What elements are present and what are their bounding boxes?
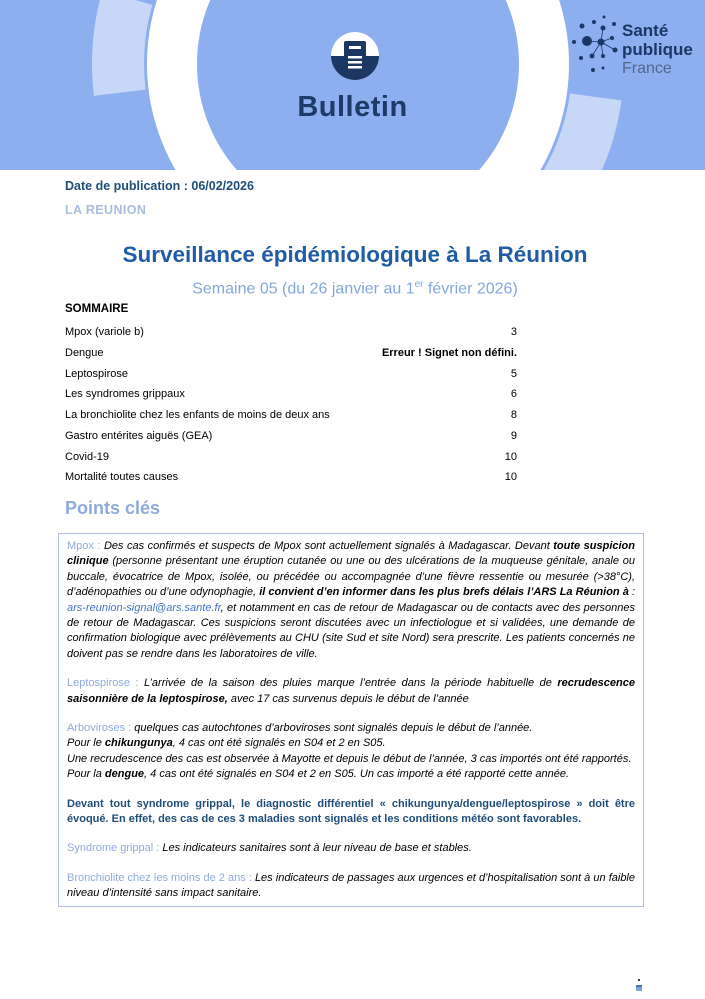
key-point-label: Bronchiolite chez les moins de 2 ans : xyxy=(67,871,255,884)
toc-entry-page: 10 xyxy=(504,450,517,463)
table-of-contents xyxy=(65,322,517,488)
key-point-text: : xyxy=(631,586,635,599)
bulletin-wordmark: Bulletin xyxy=(297,91,408,123)
key-point-label: Leptospirose : xyxy=(67,677,144,690)
toc-row[interactable] xyxy=(65,447,517,468)
toc-entry-page: 9 xyxy=(510,429,517,442)
toc-entry-page: 6 xyxy=(510,388,517,401)
toc-entry-page: 3 xyxy=(510,326,517,339)
key-point-text: toute suspicion clinique xyxy=(67,539,635,568)
subtitle-pre: Semaine 05 (du 26 janvier au 1 xyxy=(192,280,415,298)
footer-mark xyxy=(634,979,644,991)
key-point-syndrome-grippal-alert xyxy=(67,797,635,828)
key-point-label: Syndrome grippal : xyxy=(67,842,163,855)
toc-entry-label: Dengue xyxy=(65,347,104,360)
key-point-text: Des cas confirmés et suspects de Mpox sont actuellement signalés à Madagascar. Devant xyxy=(103,539,554,552)
key-point-text: , 4 cas ont été signalés en S04 et 2 en S05. xyxy=(172,737,386,750)
toc-row[interactable] xyxy=(65,364,517,385)
footer-square-icon xyxy=(636,985,642,991)
toc-row[interactable] xyxy=(65,343,517,364)
toc-row[interactable] xyxy=(65,405,517,426)
key-point-label: Mpox : xyxy=(67,539,104,552)
key-point-text: quelques cas autochtones d’arboviroses sont signalés depuis le début de l’année. xyxy=(134,722,533,735)
spf-logo-dots-icon xyxy=(568,12,622,76)
key-point-text: Pour la xyxy=(67,768,105,781)
key-points-heading: Points clés xyxy=(65,497,161,518)
toc-entry-label: Leptospirose xyxy=(65,367,128,380)
publication-date: Date de publication : 06/02/2026 xyxy=(65,179,254,193)
key-points-box xyxy=(58,533,644,907)
key-point-text: Une recrudescence des cas est observée à Mayotte et depuis le début de l’année, 3 cas importés ont été rapportés. xyxy=(67,752,632,765)
page-title: Surveillance épidémiologique à La Réunion xyxy=(122,242,588,267)
key-point-text: Pour le xyxy=(67,737,105,750)
key-point-text: , et notamment en cas de retour de Madagascar ou de contacts avec des personnes de retour de Madagascar. Ces suspicions seront discutées avec un infectiologue et si validées, une demande de confirmation biologique avec prélèvements au CHU (site Sud et site Nord) sera prescrite. Les patients concernés ne doivent pas se rendre dans les laboratoires de ville. xyxy=(67,601,635,660)
key-point-text: recrudescence saisonnière de la leptospirose, xyxy=(67,677,635,705)
document-content xyxy=(0,179,705,907)
key-point-text: L’arrivée de la saison des pluies marque l’entrée dans la période habituelle de xyxy=(143,677,558,690)
toc-entry-page: 8 xyxy=(510,409,517,422)
toc-entry-page: 10 xyxy=(504,471,517,484)
toc-row[interactable] xyxy=(65,426,517,447)
logo-text-publique: publique xyxy=(622,40,693,59)
key-point-text: dengue xyxy=(104,768,145,781)
key-point-text: (personne présentant une éruption cutanée ou une ou des ulcérations de la muqueuse génitale, anale ou buccale, évocatrice de Mpox, isolée, ou précédée ou accompagnée d’une fièvre ressentie ou mesurée (>38°C), d’adénopathies ou d’une odynophagie, xyxy=(67,555,635,599)
subtitle-post: février 2026) xyxy=(423,280,518,298)
key-point-text: avec 17 cas survenus depuis le début de l’année xyxy=(230,692,469,705)
toc-heading: SOMMAIRE xyxy=(65,303,129,316)
key-point-leptospirose xyxy=(67,676,635,707)
key-point-arboviroses xyxy=(67,721,635,783)
toc-row[interactable] xyxy=(65,322,517,343)
key-point-bronchiolite xyxy=(67,871,635,902)
header-banner xyxy=(0,0,705,170)
region-label: LA REUNION xyxy=(65,203,147,217)
subtitle-superscript: er xyxy=(414,279,424,290)
key-point-text: chikungunya xyxy=(104,737,173,750)
key-point-text: , 4 cas ont été signalés en S04 et 2 en S05. Un cas importé a été rapporté cette année. xyxy=(144,768,570,781)
key-point-text: Devant tout syndrome grippal, le diagnostic différentiel « chikungunya/dengue/leptospirose » doit être évoqué. En effet, des cas de ces 3 maladies sont signalés et les conditions météo sont favorables. xyxy=(67,797,635,826)
toc-entry-label: Mpox (variole b) xyxy=(65,326,144,339)
key-point-text: Les indicateurs de passages aux urgences et d’hospitalisation sont à un faible niveau d’intensité sans impact sanitaire. xyxy=(67,871,635,900)
sante-publique-france-logo xyxy=(568,12,693,78)
key-point-text: Les indicateurs sanitaires sont à leur niveau de base et stables. xyxy=(162,842,472,855)
toc-entry-label: Mortalité toutes causes xyxy=(65,471,179,484)
footer-dot-icon xyxy=(638,979,640,981)
toc-entry-page: 5 xyxy=(510,367,517,380)
email-link[interactable]: ars-reunion-signal@ars.sante.fr xyxy=(67,601,221,614)
toc-entry-label: Gastro entérites aiguës (GEA) xyxy=(65,429,213,442)
toc-entry-label: La bronchiolite chez les enfants de moins de deux ans xyxy=(65,409,330,422)
logo-text-sante: Santé xyxy=(622,21,669,40)
key-point-mpox xyxy=(67,539,635,662)
page-subtitle xyxy=(65,276,645,298)
bulletin-document-icon xyxy=(331,32,379,80)
toc-row[interactable] xyxy=(65,384,517,405)
toc-entry-page: Erreur ! Signet non défini. xyxy=(381,347,517,360)
key-point-text: il convient d’en informer dans les plus brefs délais l’ARS La Réunion à xyxy=(259,586,632,599)
logo-text-france: France xyxy=(622,60,672,77)
toc-entry-label: Les syndromes grippaux xyxy=(65,388,185,401)
key-point-syndrome-grippal xyxy=(67,841,635,856)
toc-entry-label: Covid-19 xyxy=(65,450,110,463)
toc-row[interactable] xyxy=(65,467,517,488)
key-point-label: Arboviroses : xyxy=(67,722,135,735)
